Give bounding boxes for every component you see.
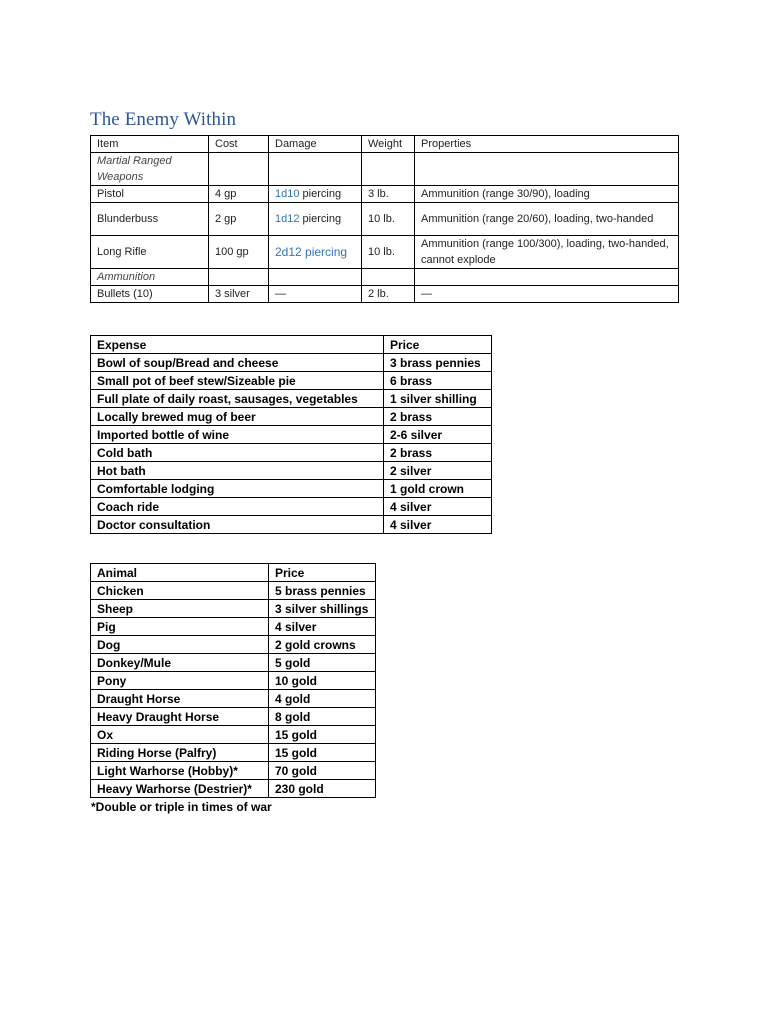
header-cell: Cost (209, 136, 269, 153)
animal-cell: Ox (91, 726, 269, 744)
table-row (91, 354, 492, 372)
price-cell: 70 gold (269, 762, 376, 780)
table-row (91, 726, 376, 744)
price-cell: 10 gold (269, 672, 376, 690)
table-row (91, 636, 376, 654)
properties-cell: Ammunition (range 20/60), loading, two-handed (415, 203, 679, 236)
table-row (91, 516, 492, 534)
price-cell: 1 silver shilling (384, 390, 492, 408)
empty-cell (209, 269, 269, 286)
table-row (91, 498, 492, 516)
properties-cell: — (415, 286, 679, 303)
damage-cell (269, 236, 362, 269)
expense-cell: Small pot of beef stew/Sizeable pie (91, 372, 384, 390)
table-row (91, 708, 376, 726)
cost-cell: 100 gp (209, 236, 269, 269)
empty-cell (269, 153, 362, 186)
animal-cell: Heavy Draught Horse (91, 708, 269, 726)
header-cell: Weight (362, 136, 415, 153)
price-cell: 2-6 silver (384, 426, 492, 444)
header-cell: Price (384, 336, 492, 354)
empty-cell (415, 269, 679, 286)
expense-cell: Comfortable lodging (91, 480, 384, 498)
weight-cell: 2 lb. (362, 286, 415, 303)
price-cell: 5 gold (269, 654, 376, 672)
damage-dice-link[interactable]: 1d10 (275, 188, 300, 200)
table-row (91, 186, 679, 203)
animal-cell: Light Warhorse (Hobby)* (91, 762, 269, 780)
table-row (91, 408, 492, 426)
damage-cell (269, 203, 362, 236)
item-cell: Pistol (91, 186, 209, 203)
table-row (91, 780, 376, 798)
table-row (91, 582, 376, 600)
cost-cell: 2 gp (209, 203, 269, 236)
price-cell: 3 brass pennies (384, 354, 492, 372)
price-cell: 8 gold (269, 708, 376, 726)
animal-cell: Pig (91, 618, 269, 636)
cost-cell: 3 silver (209, 286, 269, 303)
damage-cell: — (269, 286, 362, 303)
page-title: The Enemy Within (90, 109, 237, 130)
weight-cell: 10 lb. (362, 203, 415, 236)
price-cell: 2 brass (384, 444, 492, 462)
table-row (91, 744, 376, 762)
expense-cell: Coach ride (91, 498, 384, 516)
header-cell: Damage (269, 136, 362, 153)
animal-cell: Riding Horse (Palfry) (91, 744, 269, 762)
price-cell: 1 gold crown (384, 480, 492, 498)
weight-cell: 3 lb. (362, 186, 415, 203)
price-cell: 2 brass (384, 408, 492, 426)
price-cell: 15 gold (269, 726, 376, 744)
section-label: Martial Ranged Weapons (91, 153, 209, 186)
price-cell: 4 silver (384, 498, 492, 516)
price-cell: 3 silver shillings (269, 600, 376, 618)
header-cell: Expense (91, 336, 384, 354)
table-row (91, 480, 492, 498)
header-cell: Properties (415, 136, 679, 153)
table-row (91, 654, 376, 672)
table-row (91, 618, 376, 636)
table-header-row (91, 136, 679, 153)
item-cell: Blunderbuss (91, 203, 209, 236)
price-cell: 6 brass (384, 372, 492, 390)
empty-cell (269, 269, 362, 286)
expense-cell: Imported bottle of wine (91, 426, 384, 444)
animal-cell: Sheep (91, 600, 269, 618)
price-cell: 2 gold crowns (269, 636, 376, 654)
table-row (91, 372, 492, 390)
animal-cell: Dog (91, 636, 269, 654)
table-row (91, 236, 679, 269)
table-row (91, 426, 492, 444)
damage-dice-link[interactable]: 2d12 piercing (275, 244, 348, 259)
item-cell: Bullets (10) (91, 286, 209, 303)
item-cell: Long Rifle (91, 236, 209, 269)
cost-cell: 4 gp (209, 186, 269, 203)
table-row (91, 762, 376, 780)
empty-cell (362, 153, 415, 186)
table-header-row (91, 564, 376, 582)
empty-cell (362, 269, 415, 286)
price-cell: 230 gold (269, 780, 376, 798)
table-row (91, 672, 376, 690)
table-row (91, 203, 679, 236)
empty-cell (209, 153, 269, 186)
section-label: Ammunition (91, 269, 209, 286)
properties-cell: Ammunition (range 30/90), loading (415, 186, 679, 203)
table-row (91, 690, 376, 708)
damage-cell (269, 186, 362, 203)
animal-cell: Pony (91, 672, 269, 690)
empty-cell (415, 153, 679, 186)
table-header-row (91, 336, 492, 354)
header-cell: Animal (91, 564, 269, 582)
price-cell: 4 silver (384, 516, 492, 534)
table-row (91, 600, 376, 618)
table-row (91, 390, 492, 408)
animal-cell: Donkey/Mule (91, 654, 269, 672)
table-row (91, 444, 492, 462)
animals-table (90, 563, 376, 798)
weight-cell: 10 lb. (362, 236, 415, 269)
footnote: *Double or triple in times of war (91, 800, 272, 814)
properties-cell: Ammunition (range 100/300), loading, two-handed, cannot explode (415, 236, 679, 269)
table-row (91, 462, 492, 480)
damage-type: piercing (299, 188, 342, 200)
header-cell: Price (269, 564, 376, 582)
expense-cell: Doctor consultation (91, 516, 384, 534)
damage-dice-link[interactable]: 1d12 (275, 213, 300, 225)
expense-cell: Cold bath (91, 444, 384, 462)
section-row (91, 269, 679, 286)
price-cell: 2 silver (384, 462, 492, 480)
animal-cell: Draught Horse (91, 690, 269, 708)
expense-cell: Hot bath (91, 462, 384, 480)
header-cell: Item (91, 136, 209, 153)
table-row (91, 286, 679, 303)
price-cell: 15 gold (269, 744, 376, 762)
expense-table (90, 335, 492, 534)
price-cell: 5 brass pennies (269, 582, 376, 600)
expense-cell: Full plate of daily roast, sausages, vegetables (91, 390, 384, 408)
price-cell: 4 gold (269, 690, 376, 708)
expense-cell: Locally brewed mug of beer (91, 408, 384, 426)
section-row (91, 153, 679, 186)
damage-type: piercing (299, 213, 342, 225)
animal-cell: Heavy Warhorse (Destrier)* (91, 780, 269, 798)
weapons-table (90, 135, 679, 303)
price-cell: 4 silver (269, 618, 376, 636)
animal-cell: Chicken (91, 582, 269, 600)
expense-cell: Bowl of soup/Bread and cheese (91, 354, 384, 372)
